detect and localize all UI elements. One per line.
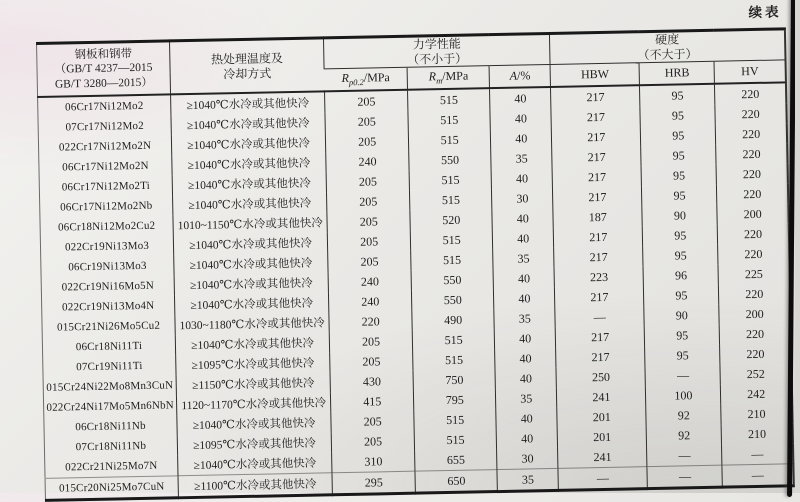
heat-treatment-cell: ≥1040℃水冷或其他快冷 (175, 333, 329, 356)
rp02-value-cell: 295 (332, 471, 415, 495)
rm-value-cell: 795 (414, 389, 496, 411)
elongation-value-cell: 30 (497, 448, 558, 470)
grade-cell: 06Cr17Ni12Mo2Ti (61, 180, 151, 194)
grade-cell: 06Cr18Ni12Mo2Cu2 (57, 219, 156, 234)
rm-value-cell: 550 (409, 149, 491, 171)
heat-treatment-cell: ≥1040℃水冷或其他快冷 (172, 173, 326, 196)
rm-value-cell: 750 (413, 369, 495, 391)
rp02-subscript: p0.2 (348, 77, 364, 88)
table-body (38, 83, 794, 501)
hv-value-cell: 220 (715, 104, 786, 125)
elongation-value-cell: 35 (491, 148, 552, 169)
grade-cell: 022Cr19Ni16Mo5N (61, 279, 155, 294)
grade-cell: 06Cr18Ni11Ti (75, 340, 143, 354)
hrb-value-cell: 92 (646, 425, 721, 446)
hrb-value-cell: 96 (643, 265, 718, 286)
rm-unit: /MPa (442, 68, 469, 84)
elongation-value-cell: 40 (495, 368, 556, 389)
grade-cell: 06Cr17Ni12Mo2Nb (60, 200, 153, 214)
heat-treatment-cell: ≥1040℃水冷或其他快冷 (173, 193, 327, 216)
hv-value-cell: 200 (719, 304, 790, 325)
rp02-value-cell: 310 (332, 451, 415, 473)
rp02-value-cell: 205 (327, 191, 410, 213)
rp02-value-cell: 205 (327, 211, 410, 233)
hrb-value-cell: 90 (642, 205, 717, 226)
elongation-value-cell: 40 (492, 208, 553, 229)
rm-value-cell: 515 (414, 429, 496, 451)
rm-value-cell: 515 (414, 409, 496, 431)
rp02-value-cell: 205 (325, 131, 408, 153)
elongation-value-cell: 40 (491, 128, 552, 149)
rm-value-cell: 550 (411, 269, 493, 291)
hv-value-cell: 220 (719, 284, 790, 305)
heat-treatment-cell: ≥1100℃水冷或其他快冷 (178, 473, 332, 498)
rm-value-cell: 515 (409, 169, 491, 191)
elongation-value-cell: 40 (496, 428, 557, 449)
rm-value-cell: 515 (413, 349, 495, 371)
a-unit: /% (516, 68, 531, 84)
grade-cell: 07Cr18Ni11Nb (75, 440, 147, 454)
hrb-value-cell: 95 (641, 165, 716, 186)
hrb-value-cell: 95 (642, 185, 717, 206)
hv-value-cell: — (722, 444, 793, 466)
grade-cell: 07Cr19Ni11Ti (76, 360, 143, 374)
rm-symbol: R (428, 69, 437, 84)
rp02-value-cell: 205 (329, 331, 412, 353)
rp02-value-cell: 240 (329, 291, 412, 313)
hrb-value-cell: 100 (646, 385, 721, 406)
rp02-value-cell: 205 (325, 90, 408, 113)
elongation-value-cell: 40 (492, 228, 553, 249)
hv-value-cell: — (722, 464, 794, 487)
rp02-value-cell: 205 (325, 111, 408, 133)
hv-value-cell: 220 (717, 184, 788, 205)
hbw-value-cell: 223 (554, 266, 643, 288)
hrb-value-cell: 95 (645, 325, 720, 346)
rm-value-cell: 655 (415, 449, 497, 471)
elongation-value-cell: 35 (496, 388, 557, 409)
hbw-value-cell: — (558, 467, 647, 491)
hrb-value-cell: 95 (640, 84, 715, 106)
rp02-value-cell: 205 (331, 411, 414, 433)
hv-value-cell: 200 (717, 204, 788, 225)
grade-cell: 015Cr20Ni25Mo7CuN (45, 476, 178, 501)
group-header-mechanical: 力学性能 （不小于） (324, 33, 551, 69)
rp02-value-cell: 240 (326, 151, 409, 173)
hrb-value-cell: 95 (641, 145, 716, 166)
rm-value-cell: 515 (412, 329, 494, 351)
col-header-grade: 钢板和钢带 （GB/T 4237—2015 GB/T 3280—2015） (54, 47, 153, 91)
rm-value-cell: 515 (411, 249, 493, 271)
grade-cell: 06Cr18Ni11Nb (75, 420, 146, 434)
grade-cell: 06Cr17Ni12Mo2 (65, 100, 144, 114)
grade-cell: 015Cr21Ni26Mo5Cu2 (56, 319, 161, 334)
hv-value-cell: 220 (720, 344, 791, 365)
heat-treatment-cell: 1010~1150℃水冷或其他快冷 (173, 213, 327, 236)
hv-value-cell: 220 (716, 124, 787, 145)
heat-treatment-cell: ≥1040℃水冷或其他快冷 (174, 253, 328, 276)
elongation-value-cell: 40 (496, 408, 557, 429)
hbw-value-cell: — (555, 306, 644, 328)
rp02-value-cell: 430 (330, 371, 413, 393)
rp02-value-cell: 220 (329, 311, 412, 333)
group-header-hardness: 硬度 （不大于） (550, 29, 786, 65)
hrb-value-cell: 95 (644, 285, 719, 306)
grade-cell: 022Cr19Ni13Mo3 (64, 240, 150, 254)
hbw-value-cell: 217 (556, 346, 645, 368)
hrb-value-cell: — (647, 445, 722, 467)
hv-value-cell: 220 (715, 83, 787, 105)
rm-value-cell: 650 (415, 470, 497, 494)
rp02-unit: /MPa (363, 70, 390, 85)
hbw-value-cell: 217 (551, 106, 640, 128)
hbw-value-cell: 217 (554, 226, 643, 248)
col-header-hrb: HRB (639, 61, 714, 85)
hrb-value-cell: 95 (641, 125, 716, 146)
hbw-value-cell: 217 (551, 85, 640, 108)
hrb-value-cell: — (645, 365, 720, 386)
rm-value-cell: 520 (410, 209, 492, 231)
rp02-value-cell: 205 (328, 251, 411, 273)
hbw-value-cell: 217 (552, 126, 641, 148)
steel-properties-table (36, 27, 795, 502)
grade-cell: 022Cr17Ni12Mo2N (58, 140, 152, 154)
grade-cell: 022Cr21Ni25Mo7N (65, 459, 158, 474)
rm-value-cell: 515 (410, 189, 492, 211)
hbw-value-cell: 217 (552, 166, 641, 188)
heat-treatment-cell: ≥1040℃水冷或其他快冷 (178, 453, 332, 477)
rm-value-cell: 515 (410, 229, 492, 251)
hbw-value-cell: 201 (557, 426, 646, 448)
hrb-value-cell: 95 (643, 225, 718, 246)
rm-value-cell: 515 (409, 129, 491, 151)
col-header-elongation (489, 65, 550, 89)
elongation-value-cell: 40 (494, 328, 555, 349)
elongation-value-cell: 30 (492, 188, 553, 209)
hbw-value-cell: 217 (552, 146, 641, 168)
rp02-value-cell: 205 (330, 351, 413, 373)
grade-cell: 022Cr19Ni13Mo4N (62, 299, 155, 314)
elongation-value-cell: 35 (494, 308, 555, 329)
hrb-value-cell: 95 (645, 345, 720, 366)
continued-table-label: 续表 (748, 4, 782, 21)
hbw-value-cell: 217 (553, 186, 642, 208)
a-symbol: A (509, 69, 518, 84)
grade-cell: 07Cr17Ni12Mo2 (65, 120, 145, 134)
rm-value-cell: 515 (408, 109, 490, 131)
hv-value-cell: 220 (716, 164, 787, 185)
rm-value-cell: 550 (412, 289, 494, 311)
grade-cell: 015Cr24Ni22Mo8Mn3CuN (46, 379, 174, 395)
elongation-value-cell: 40 (491, 168, 552, 189)
heat-treatment-cell: ≥1040℃水冷或其他快冷 (175, 293, 329, 316)
hrb-value-cell: 92 (646, 405, 721, 426)
hv-value-cell: 210 (722, 424, 793, 445)
hv-value-cell: 220 (718, 224, 789, 245)
rp02-value-cell: 205 (326, 171, 409, 193)
hv-value-cell: 220 (716, 144, 787, 165)
hv-value-cell: 210 (721, 404, 792, 425)
elongation-value-cell: 40 (494, 288, 555, 309)
rm-value-cell: 515 (408, 88, 490, 111)
rm-value-cell: 490 (412, 309, 494, 331)
rp02-value-cell: 205 (327, 231, 410, 253)
rm-subscript: m (436, 75, 443, 86)
table-sheet (36, 4, 795, 502)
elongation-value-cell: 40 (490, 108, 551, 129)
hv-value-cell: 220 (720, 324, 791, 345)
page-scan-margin (795, 0, 800, 493)
heat-treatment-cell: ≥1040℃水冷或其他快冷 (171, 133, 325, 156)
hrb-value-cell: 95 (640, 105, 715, 126)
hrb-value-cell: 90 (644, 305, 719, 326)
hbw-value-cell: 187 (553, 206, 642, 228)
rp02-symbol: R (341, 71, 350, 86)
col-header-heat-treatment: 热处理温度及 冷却方式 (170, 38, 325, 95)
hbw-value-cell: 217 (555, 286, 644, 308)
hbw-value-cell: 250 (556, 366, 645, 388)
hbw-value-cell: 217 (554, 246, 643, 268)
heat-treatment-cell: ≥1040℃水冷或其他快冷 (174, 273, 328, 296)
hbw-value-cell: 201 (557, 406, 646, 428)
heat-treatment-cell: ≥1040℃水冷或其他快冷 (171, 113, 325, 136)
heat-treatment-cell: ≥1150℃水冷或其他快冷 (176, 373, 330, 396)
hv-value-cell: 252 (720, 364, 791, 385)
col-header-rp02 (324, 67, 407, 91)
rp02-value-cell: 205 (331, 431, 414, 453)
elongation-value-cell: 35 (497, 469, 558, 492)
heat-treatment-cell: 1120~1170℃水冷或其他快冷 (177, 393, 331, 416)
grade-cell: 022Cr24Ni17Mo5Mn6NbN (46, 399, 175, 415)
elongation-value-cell: 40 (490, 87, 551, 109)
grade-cell: 06Cr19Ni13Mo3 (68, 260, 147, 274)
hbw-value-cell: 241 (558, 446, 647, 468)
rp02-value-cell: 415 (331, 391, 414, 413)
heat-treatment-cell: 1030~1180℃水冷或其他快冷 (175, 313, 329, 336)
hbw-value-cell: 217 (556, 326, 645, 348)
heat-treatment-cell: ≥1040℃水冷或其他快冷 (173, 233, 327, 256)
elongation-value-cell: 40 (495, 348, 556, 369)
hrb-value-cell: — (647, 465, 722, 488)
heat-treatment-cell: ≥1040℃水冷或其他快冷 (171, 92, 325, 116)
elongation-value-cell: 35 (493, 248, 554, 269)
elongation-value-cell: 40 (493, 268, 554, 289)
heat-treatment-cell: ≥1095℃水冷或其他快冷 (176, 353, 330, 376)
col-header-rm (407, 66, 489, 90)
hrb-value-cell: 95 (643, 245, 718, 266)
col-header-hbw: HBW (550, 63, 639, 87)
heat-treatment-cell: ≥1040℃水冷或其他快冷 (172, 153, 326, 176)
hv-value-cell: 242 (721, 384, 792, 405)
heat-treatment-cell: ≥1040℃水冷或其他快冷 (177, 413, 331, 436)
hv-value-cell: 220 (718, 244, 789, 265)
grade-cell: 06Cr17Ni12Mo2N (62, 160, 149, 174)
rp02-value-cell: 240 (328, 271, 411, 293)
hv-value-cell: 225 (718, 264, 789, 285)
heat-treatment-cell: ≥1095℃水冷或其他快冷 (177, 433, 331, 456)
col-header-hv: HV (714, 60, 786, 84)
hbw-value-cell: 241 (557, 386, 646, 408)
